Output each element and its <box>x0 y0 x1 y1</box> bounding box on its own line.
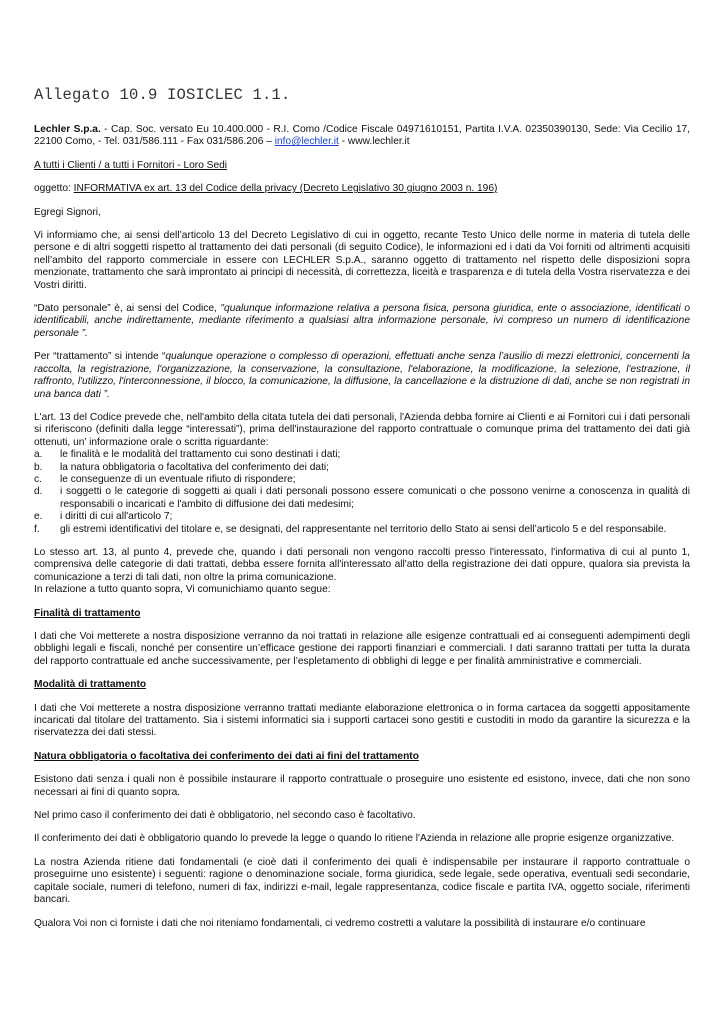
list-item-letter: a. <box>34 449 43 461</box>
art13-list-item <box>34 524 690 536</box>
list-item-text: i diritti di cui all'articolo 7; <box>60 511 173 523</box>
natura-heading: Natura obbligatoria o facoltativa dei conferimento dei dati ai fini del trattamento <box>34 750 419 762</box>
natura-paragraph-4: La nostra Azienda ritiene dati fondamentali (e cioè dati il conferimento dei quali è indispensabile per instaurare il rapporto contrattuale o proseguirne uno esistente) i seguenti: ragione o denominazione sociale, forma giuridica, sede legale, sede operativa, eventuali sedi secondarie, capitale sociale, numeri di telefono, numeri di fax, indirizzi e-mail, legale rappresentanza, codice fiscale e partita IVA, oggetto sociale, riferimenti bancari. <box>34 856 690 906</box>
email-link[interactable]: info@lechler.it <box>274 136 339 148</box>
list-item-text: la natura obbligatoria o facoltativa del conferimento dei dati; <box>60 461 330 473</box>
natura-paragraph-3: Il conferimento dei dati è obbligatorio quando lo prevede la legge o quando lo ritiene l'Azienda in relazione alle proprie esigenze organizzative. <box>34 833 675 845</box>
list-item-letter: c. <box>34 473 42 485</box>
subject-line <box>34 183 690 195</box>
art13-list-item <box>34 511 690 523</box>
recipients-line: A tutti i Clienti / a tutti i Fornitori - Loro Sedi <box>34 159 228 171</box>
list-item-letter: d. <box>34 486 43 498</box>
finalita-heading: Finalità di trattamento <box>34 607 141 619</box>
intro-paragraph: Vi informiamo che, ai sensi dell’articolo 13 del Decreto Legislativo di cui in oggetto, recante Testo Unico delle norme in materia di tutela delle persone e di altri soggetti rispetto al trattamento dei dati personali (di seguito Codice), le informazioni ed i dati da Voi forniti od altrimenti acquisiti nell’ambito del rapporto commerciale in essere con LECHLER S.p.A., saranno oggetto di trattamento nel rispetto delle disposizioni sopra menzionate, trattamento che sarà improntato ai principi di necessità, di correttezza, liceità e trasparenza e di tutela della Vostra riservatezza e dei Vostri diritti. <box>34 230 690 291</box>
document-body <box>34 124 690 941</box>
salutation: Egregi Signori, <box>34 206 101 218</box>
art13-list-item <box>34 462 690 474</box>
art13-punto4-paragraph: Lo stesso art. 13, al punto 4, prevede che, quando i dati personali non vengono raccolti presso l'interessato, l'informativa di cui al punto 1, comprensiva delle categorie di dati trattati, debba essere fornita all'interessato all'atto della registrazione dei dati oppure, qualora sia prevista la comunicazione a terzi di tali dati, non oltre la prima comunicazione. <box>34 546 690 583</box>
dato-personale-quote: "qualunque informazione relativa a persona fisica, persona giuridica, ente o associazione, identificati o identificabili, anche indirettamente, mediante riferimento a qualsiasi altra informazione personale, ivi compreso un numero di identificazione personale ”. <box>34 303 690 339</box>
dato-personale-paragraph <box>34 303 690 340</box>
list-item-letter: e. <box>34 511 43 523</box>
list-item-text: i soggetti o le categorie di soggetti ai quali i dati personali possono essere comunicati o che possono venirne a conoscenza in qualità di responsabili o incaricati e l'ambito di diffusione dei dati medesimi; <box>60 486 690 510</box>
company-header <box>34 124 690 149</box>
company-website: - www.lechler.it <box>338 136 410 148</box>
trattamento-paragraph <box>34 351 690 401</box>
subject-text: INFORMATIVA ex art. 13 del Codice della privacy (Decreto Legislativo 30 giugno 2003 n. 196) <box>73 183 498 195</box>
trattamento-quote: qualunque operazione o complesso di operazioni, effettuati anche senza l’ausilio di mezzi elettronici, concernenti la raccolta, la registrazione, l'organizzazione, la conservazione, la consultazione, l'elaborazione, la modificazione, la selezione, l'estrazione, il raffronto, l'utilizzo, l'interconnessione, il blocco, la comunicazione, la diffusione, la cancellazione e la distruzione di dati, anche se non registrati in una banca dati ”. <box>34 351 690 400</box>
finalita-paragraph: I dati che Voi metterete a nostra disposizione verranno da noi trattati in relazione alle esigenze contrattuali ed ai conseguenti adempimenti degli obblighi legali e fiscali, nonché per consentire un’efficace gestione dei rapporti finanziari e commerciali. I dati saranno trattati per tutta la durata del rapporto contrattuale ed anche successivamente, per l’espletamento di obblighi di legge e per finalità amministrative e commerciali. <box>34 631 690 667</box>
natura-paragraph-2: Nel primo caso il conferimento dei dati è obbligatorio, nel secondo caso è facoltativo. <box>34 810 416 822</box>
art13-seguito-paragraph: In relazione a tutto quanto sopra, Vi comunichiamo quanto segue: <box>34 584 331 596</box>
list-item-letter: b. <box>34 461 43 473</box>
art13-list <box>34 449 690 536</box>
company-details: - Cap. Soc. versato Eu 10.400.000 - R.I. Como /Codice Fiscale 04971610151, Partita I.V.A. 02350390130, Sede: Via Cecilio 17, 22100 Como, - Tel. 031/586.111 - Fax 031/586.206 – <box>34 124 690 148</box>
art13-intro-paragraph: L'art. 13 del Codice prevede che, nell'ambito della citata tutela dei dati personali, l'Azienda debba fornire ai Clienti e ai Fornitori cui i dati personali si riferiscono (definiti dalla legge “interessati”), prima dell'instaurazione del rapporto contrattuale o comunque prima del trattamento dei dati già ottenuti, un’ informazione orale o scritta riguardante: <box>34 411 690 448</box>
art13-list-item <box>34 474 690 486</box>
subject-label: oggetto: <box>34 183 74 195</box>
natura-paragraph-5: Qualora Voi non ci forniste i dati che noi riteniamo fondamentali, ci vedremo costretti a valutare la possibilità di instaurare e/o continuare <box>34 917 646 929</box>
list-item-text: le conseguenze di un eventuale rifiuto di rispondere; <box>60 473 296 485</box>
list-item-text: gli estremi identificativi del titolare e, se designati, del rappresentante nel territorio dello Stato ai sensi dell’articolo 5 e del responsabile. <box>60 523 667 535</box>
company-name: Lechler S.p.a. <box>34 124 101 135</box>
trattamento-lead: Per “trattamento” si intende “ <box>34 351 166 363</box>
dato-personale-lead: “Dato personale” è, ai sensi del Codice, <box>34 303 221 315</box>
art13-list-item <box>34 449 690 461</box>
natura-paragraph-1: Esistono dati senza i quali non è possibile instaurare il rapporto contrattuale o proseguire uno esistente ed esistono, invece, dati che non sono necessari ai fini di quanto sopra. <box>34 774 690 798</box>
list-item-text: le finalità e le modalità del trattamento cui sono destinati i dati; <box>60 449 341 461</box>
art13-list-item <box>34 486 690 511</box>
annex-title: Allegato 10.9 IOSICLEC 1.1. <box>34 86 291 104</box>
modalita-heading: Modalità di trattamento <box>34 679 147 691</box>
list-item-letter: f. <box>34 523 40 535</box>
modalita-paragraph: I dati che Voi metterete a nostra disposizione verranno trattati mediante elaborazione elettronica o in forma cartacea da soggetti appositamente incaricati dal titolare del trattamento. Sia i sistemi informatici sia i supporti cartacei sono gestiti e custoditi in modo da garantire la sicurezza e la riservatezza dei dati stessi. <box>34 702 690 739</box>
